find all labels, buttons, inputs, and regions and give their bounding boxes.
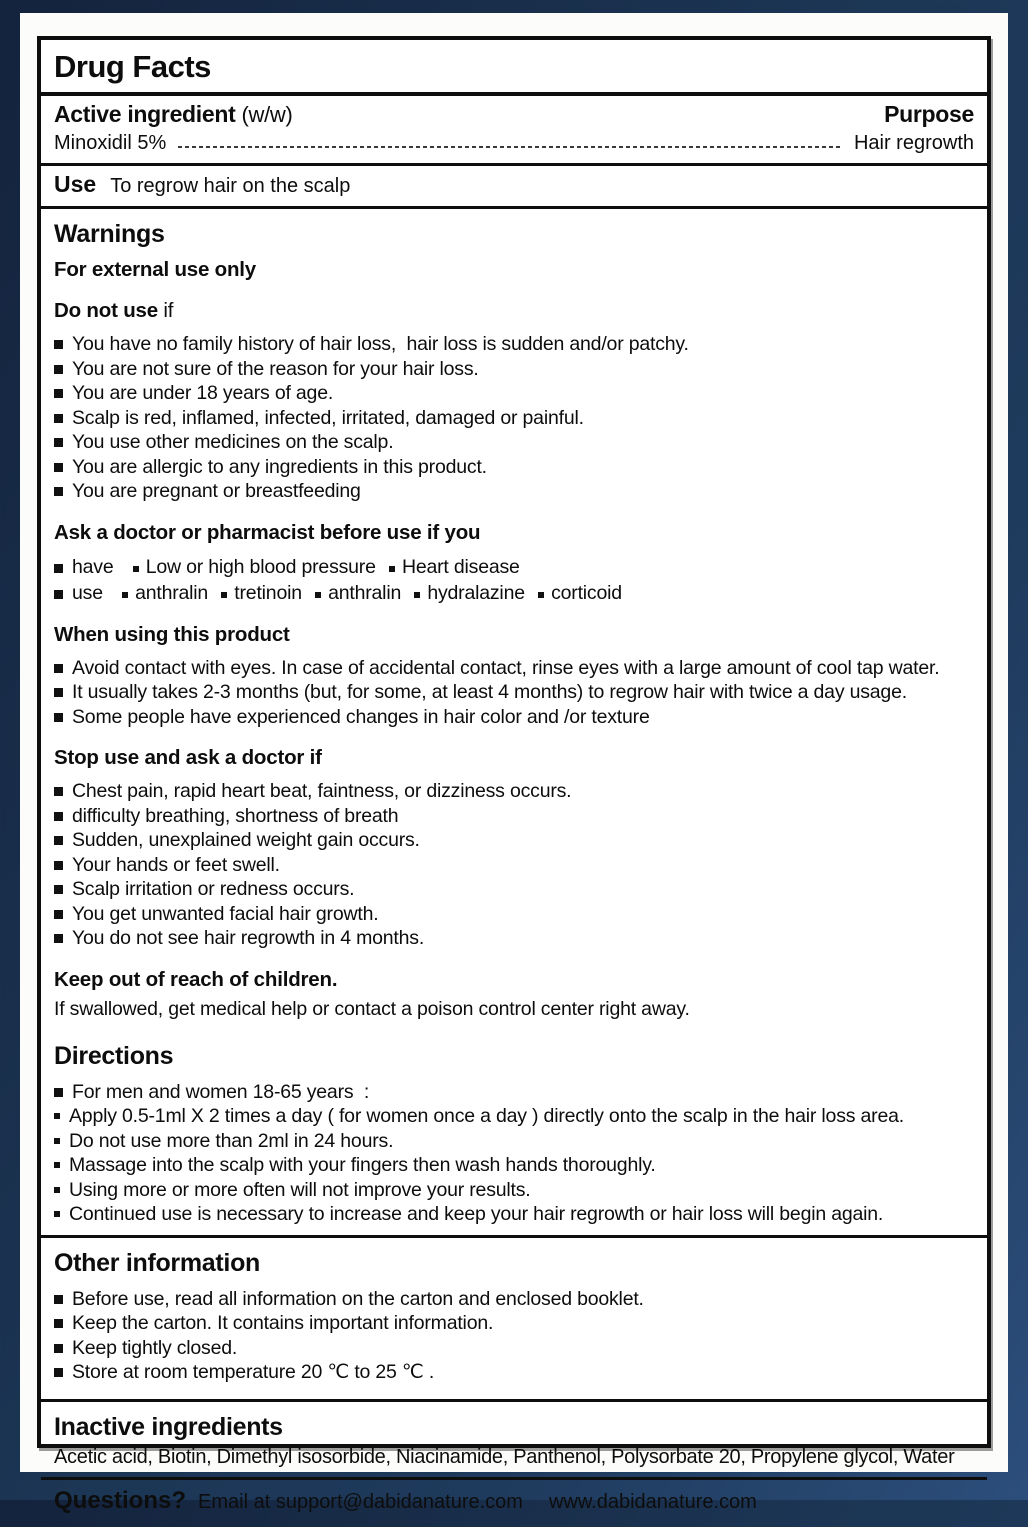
stop-use-list	[54, 779, 974, 951]
list-item: Avoid contact with eyes. In case of accidental contact, rinse eyes with a large amount of cool tap water.	[54, 656, 974, 681]
bullet-square-icon	[54, 389, 63, 398]
list-item: Keep tightly closed.	[54, 1336, 974, 1361]
active-ingredient-section	[41, 96, 987, 166]
bullet-square-icon	[54, 713, 63, 722]
bullet-square-icon	[54, 1138, 60, 1144]
ask-doctor-row-1: have Low or high blood pressure Heart disease	[54, 554, 974, 580]
questions-website: www.dabidanature.com	[548, 1490, 757, 1513]
bullet-square-icon	[133, 566, 139, 572]
other-information-list	[54, 1287, 974, 1391]
bullet-square-icon	[389, 566, 395, 572]
bullet-square-icon	[54, 1368, 63, 1377]
questions-heading: Questions?	[54, 1486, 187, 1514]
list-item: Sudden, unexplained weight gain occurs.	[54, 828, 974, 853]
stop-use-heading: Stop use and ask a doctor if	[54, 746, 322, 769]
list-item: You are not sure of the reason for your hair loss.	[54, 357, 974, 382]
purpose-heading: Purpose	[884, 101, 974, 127]
bullet-square-icon	[54, 1162, 60, 1168]
bullet-square-icon	[54, 1113, 60, 1119]
list-item: Massage into the scalp with your fingers then wash hands thoroughly.	[54, 1153, 974, 1178]
ingredient-name: Minoxidil 5%	[54, 132, 167, 154]
use-section	[41, 166, 987, 209]
directions-heading: Directions	[54, 1041, 174, 1070]
bullet-square-icon	[54, 365, 63, 374]
inactive-ingredients-text: Acetic acid, Biotin, Dimethyl isosorbide, Niacinamide, Panthenol, Polysorbate 20, Propylene glycol, Water	[54, 1445, 955, 1468]
bullet-square-icon	[54, 688, 63, 697]
bullet-square-icon	[54, 787, 63, 796]
bullet-square-icon	[315, 592, 321, 598]
other-information-section	[41, 1238, 987, 1402]
warnings-section	[41, 209, 987, 1238]
list-item: Do not use more than 2ml in 24 hours.	[54, 1129, 974, 1154]
dotted-leader	[178, 146, 842, 148]
bullet-square-icon	[54, 1319, 63, 1328]
ask-doctor-row-2: use anthralin tretinoin anthralin hydralazine corticoid	[54, 580, 974, 606]
bullet-square-icon	[54, 910, 63, 919]
list-item: Scalp irritation or redness occurs.	[54, 877, 974, 902]
list-item: You get unwanted facial hair growth.	[54, 902, 974, 927]
list-item: Using more or more often will not improve your results.	[54, 1178, 974, 1203]
ww-suffix: (w/w)	[241, 102, 293, 127]
bullet-square-icon	[54, 438, 63, 447]
list-item: Keep the carton. It contains important information.	[54, 1311, 974, 1336]
bullet-square-icon	[54, 812, 63, 821]
bullet-square-icon	[54, 1088, 63, 1097]
list-item: You use other medicines on the scalp.	[54, 430, 974, 455]
drug-facts-title: Drug Facts	[41, 40, 987, 96]
bullet-square-icon	[54, 1211, 60, 1217]
external-use-heading: For external use only	[54, 258, 257, 281]
list-item: Continued use is necessary to increase and keep your hair regrowth or hair loss will begin again.	[54, 1202, 974, 1227]
bullet-square-icon	[54, 463, 63, 472]
bullet-square-icon	[54, 664, 63, 673]
list-item: Chest pain, rapid heart beat, faintness, or dizziness occurs.	[54, 779, 974, 804]
bullet-square-icon	[54, 934, 63, 943]
list-item: For men and women 18-65 years :	[54, 1080, 974, 1105]
inactive-ingredients-section	[41, 1402, 987, 1480]
bullet-square-icon	[54, 564, 63, 573]
list-item: Scalp is red, inflamed, infected, irritated, damaged or painful.	[54, 406, 974, 431]
bullet-square-icon	[54, 885, 63, 894]
drug-facts-panel	[37, 36, 991, 1514]
keep-out-text: If swallowed, get medical help or contact a poison control center right away.	[54, 997, 690, 1020]
use-text: To regrow hair on the scalp	[110, 175, 351, 197]
bullet-square-icon	[54, 590, 63, 599]
list-item: You do not see hair regrowth in 4 months.	[54, 926, 974, 951]
questions-section	[41, 1480, 987, 1527]
directions-list	[54, 1080, 974, 1227]
bullet-square-icon	[54, 1344, 63, 1353]
bullet-square-icon	[54, 340, 63, 349]
ask-doctor-heading: Ask a doctor or pharmacist before use if you	[54, 520, 481, 544]
list-item: You are pregnant or breastfeeding	[54, 479, 974, 504]
bullet-square-icon	[122, 592, 128, 598]
list-item: It usually takes 2-3 months (but, for some, at least 4 months) to regrow hair with twice a day usage.	[54, 680, 974, 705]
list-item: You are under 18 years of age.	[54, 381, 974, 406]
bullet-square-icon	[54, 836, 63, 845]
list-item: You have no family history of hair loss, hair loss is sudden and/or patchy.	[54, 332, 974, 357]
warnings-heading: Warnings	[54, 220, 165, 248]
list-item: Apply 0.5-1ml X 2 times a day ( for women once a day ) directly onto the scalp in the hair loss area.	[54, 1104, 974, 1129]
bullet-square-icon	[54, 487, 63, 496]
do-not-use-heading: Do not use if	[54, 299, 174, 322]
label-card	[20, 13, 1008, 1514]
inactive-ingredients-heading: Inactive ingredients	[54, 1412, 283, 1441]
keep-out-heading: Keep out of reach of children.	[54, 967, 338, 991]
bullet-square-icon	[54, 414, 63, 423]
other-information-heading: Other information	[54, 1248, 261, 1277]
list-item: Your hands or feet swell.	[54, 853, 974, 878]
list-item: You are allergic to any ingredients in this product.	[54, 455, 974, 480]
do-not-use-list	[54, 332, 974, 504]
list-item: Store at room temperature 20 ℃ to 25 ℃ .	[54, 1360, 974, 1385]
active-ingredient-heading: Active ingredient (w/w)	[54, 101, 293, 127]
bullet-square-icon	[538, 592, 544, 598]
when-using-list	[54, 656, 974, 730]
bullet-square-icon	[54, 861, 63, 870]
bullet-square-icon	[221, 592, 227, 598]
when-using-heading: When using this product	[54, 622, 290, 646]
bullet-square-icon	[414, 592, 420, 598]
bullet-square-icon	[54, 1295, 63, 1304]
bullet-square-icon	[54, 1187, 60, 1193]
list-item: difficulty breathing, shortness of breath	[54, 804, 974, 829]
list-item: Some people have experienced changes in hair color and /or texture	[54, 705, 974, 730]
list-item: Before use, read all information on the carton and enclosed booklet.	[54, 1287, 974, 1312]
questions-email-text: Email at support@dabidanature.com	[198, 1490, 523, 1513]
purpose-value: Hair regrowth	[853, 132, 974, 154]
use-heading: Use	[54, 171, 97, 197]
